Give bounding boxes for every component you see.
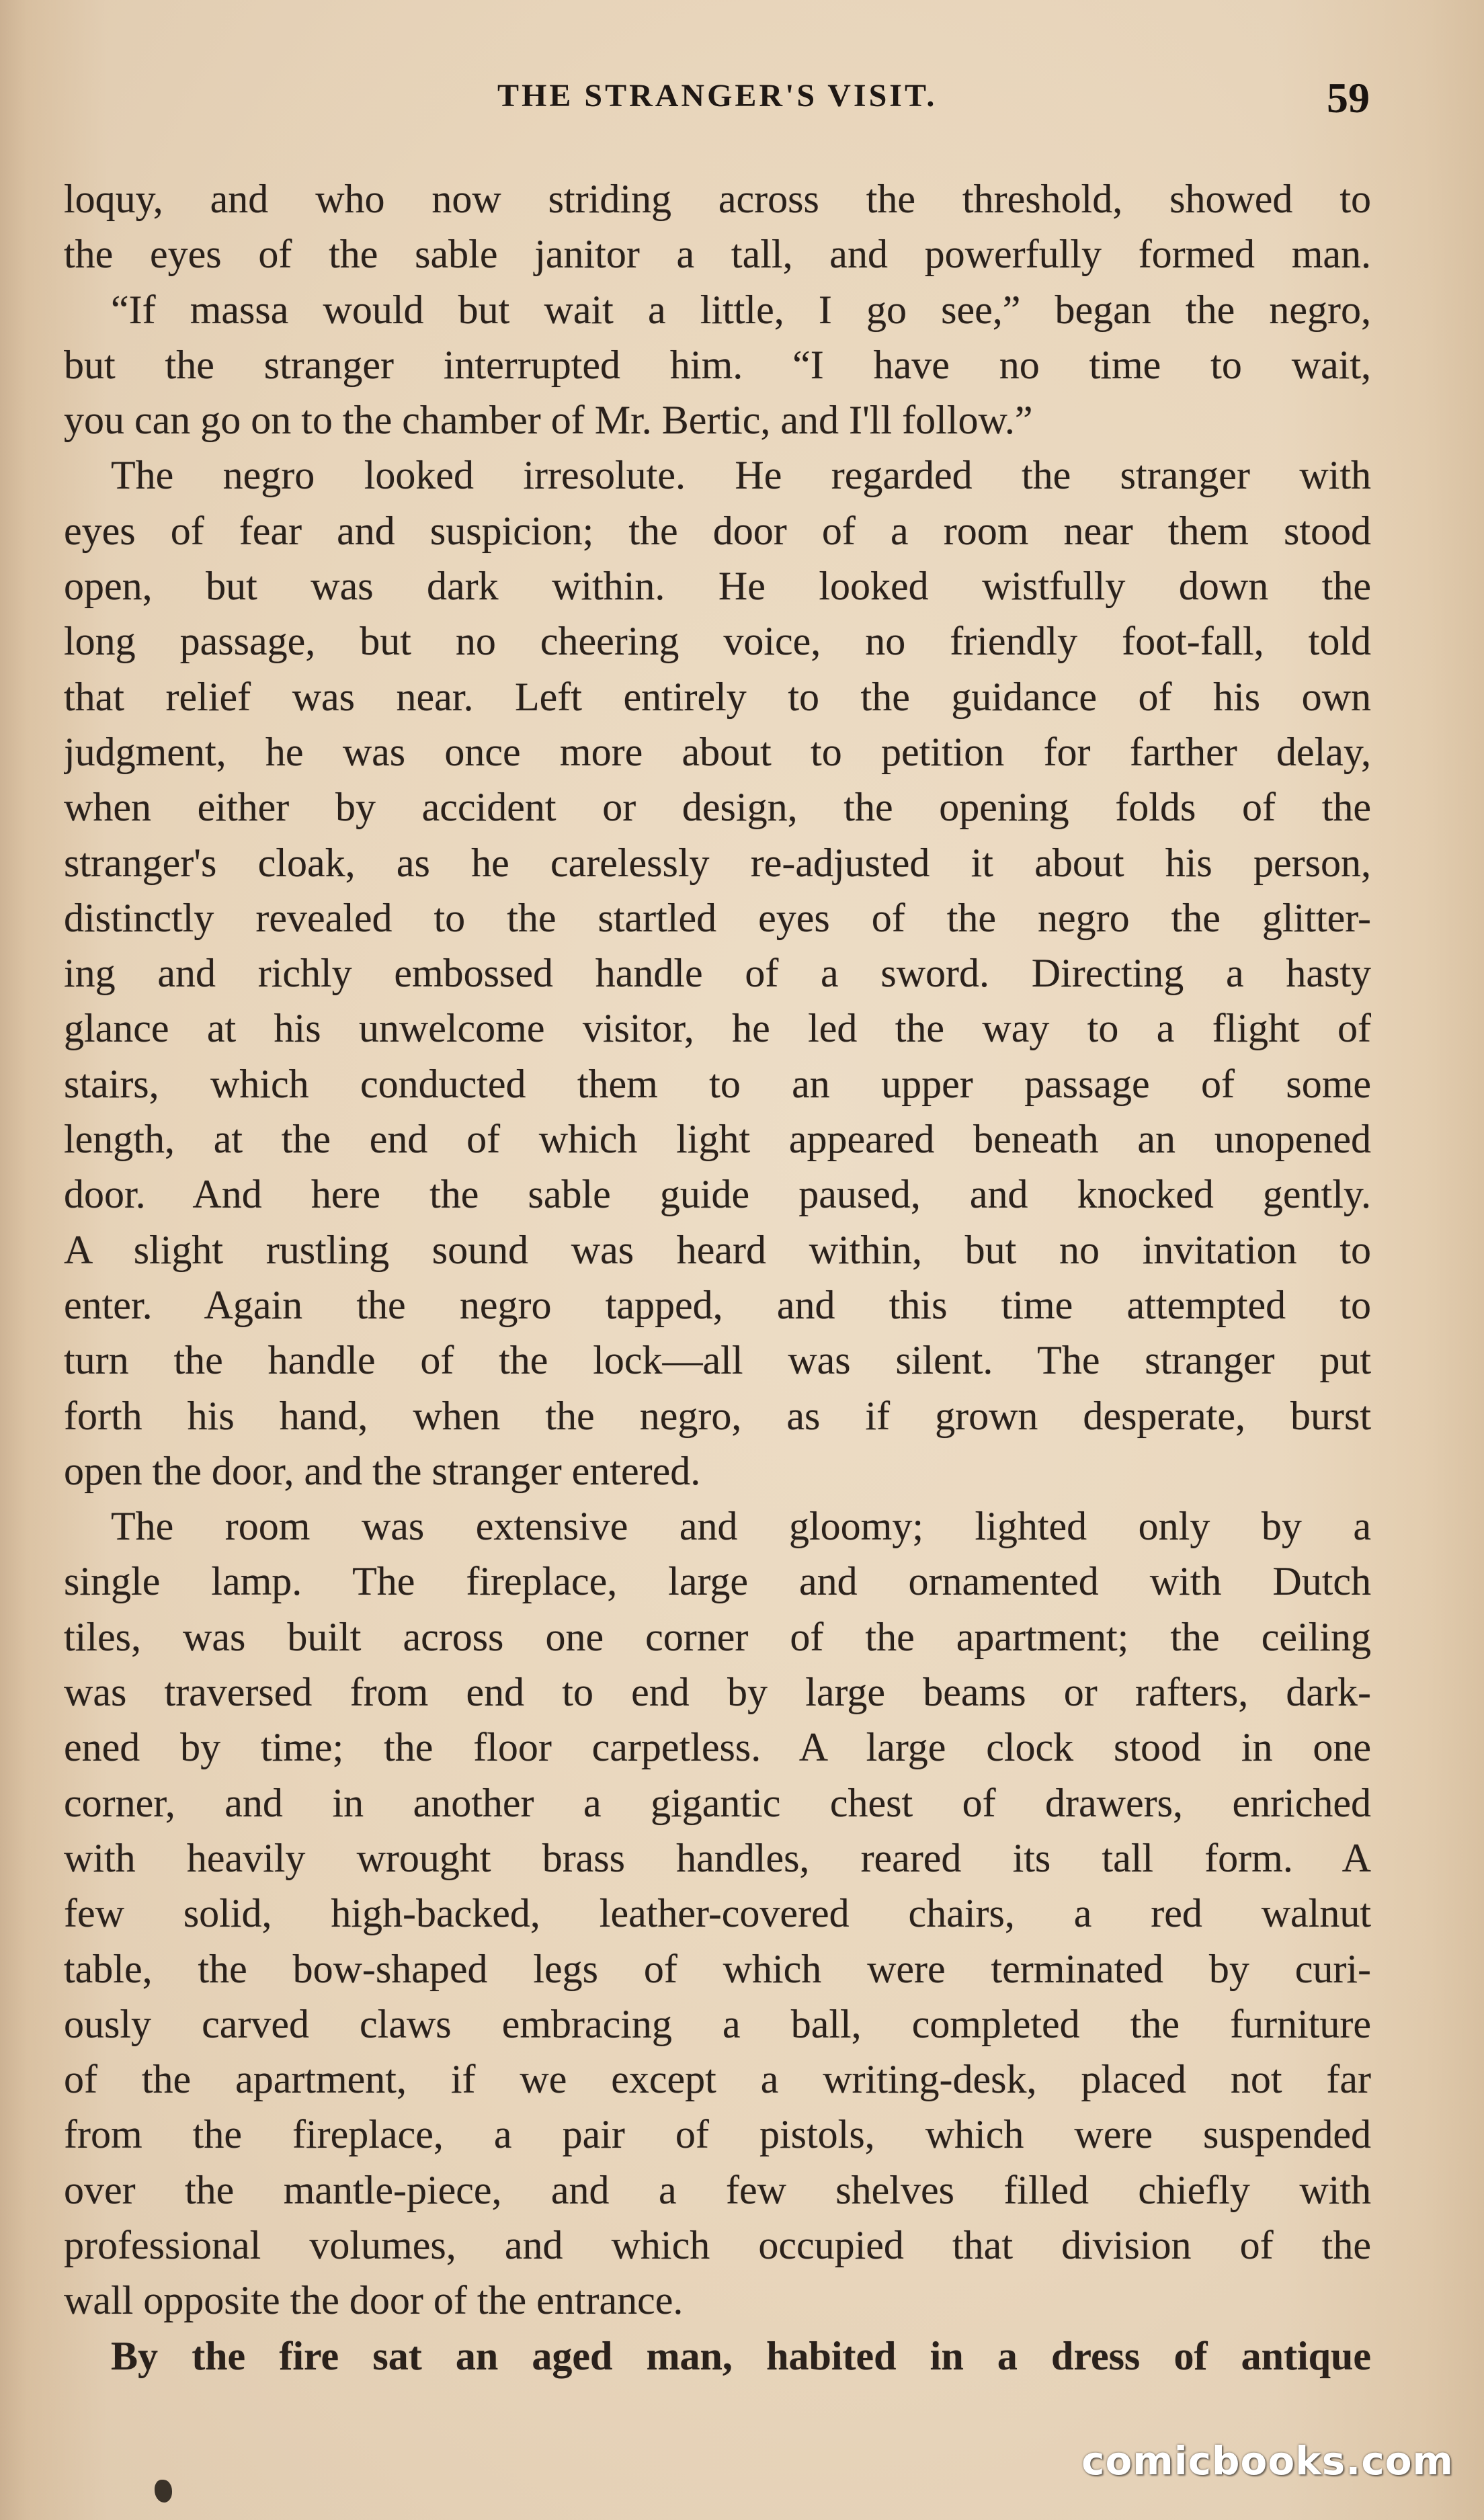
text-line: glance at his unwelcome visitor, he led the way to a flight of — [64, 1006, 1371, 1051]
text-line: stairs, which conducted them to an upper passage of some — [64, 1061, 1371, 1106]
text-line: eyes of fear and suspicion; the door of a room near them stood — [64, 508, 1371, 553]
text-line: when either by accident or design, the opening folds of the — [64, 785, 1371, 830]
text-line: the eyes of the sable janitor a tall, and powerfully formed man. — [64, 232, 1371, 277]
text-line: ened by time; the floor carpetless. A large clock stood in one — [64, 1725, 1371, 1770]
text-line: over the mantle-piece, and a few shelves filled chiefly with — [64, 2167, 1371, 2212]
text-line: open, but was dark within. He looked wistfully down the — [64, 564, 1371, 609]
site-watermark: comicbooks.com — [1081, 2438, 1454, 2484]
text-line: professional volumes, and which occupied that division of the — [64, 2222, 1371, 2267]
text-line: A slight rustling sound was heard within, but no invitation to — [64, 1227, 1371, 1272]
page-number: 59 — [1327, 74, 1370, 122]
text-line: of the apartment, if we except a writing-desk, placed not far — [64, 2057, 1371, 2102]
text-line: “If massa would but wait a little, I go see,” began the negro, — [111, 287, 1371, 332]
running-title: THE STRANGER'S VISIT. — [497, 78, 938, 114]
text-line: ing and richly embossed handle of a sword. Directing a hasty — [64, 951, 1371, 996]
text-line: long passage, but no cheering voice, no friendly foot-fall, told — [64, 619, 1371, 664]
text-line: wall opposite the door of the entrance. — [64, 2278, 684, 2323]
text-line: length, at the end of which light appeared beneath an unopened — [64, 1117, 1371, 1162]
text-line: loquy, and who now striding across the threshold, showed to — [64, 177, 1371, 221]
text-line: The room was extensive and gloomy; lighted only by a — [111, 1504, 1371, 1549]
text-line: stranger's cloak, as he carelessly re-adjusted it about his person, — [64, 840, 1371, 885]
text-line: open the door, and the stranger entered. — [64, 1448, 701, 1493]
text-line: you can go on to the chamber of Mr. Bertic, and I'll follow.” — [64, 398, 1033, 443]
text-line: corner, and in another a gigantic chest of drawers, enriched — [64, 1780, 1371, 1825]
text-line: By the fire sat an aged man, habited in a dress of antique — [111, 2333, 1371, 2378]
text-line: table, the bow-shaped legs of which were terminated by curi- — [64, 1946, 1371, 1991]
body-text — [64, 171, 1371, 2384]
ink-smudge — [155, 2480, 172, 2503]
text-line: distinctly revealed to the startled eyes of the negro the glitter- — [64, 895, 1371, 940]
text-line: ously carved claws embracing a ball, completed the furniture — [64, 2001, 1371, 2046]
page-header — [0, 71, 1484, 131]
text-line: but the stranger interrupted him. “I have no time to wait, — [64, 342, 1371, 387]
text-line: turn the handle of the lock—all was silent. The stranger put — [64, 1338, 1371, 1383]
text-line: single lamp. The fireplace, large and ornamented with Dutch — [64, 1559, 1371, 1604]
text-line: few solid, high-backed, leather-covered chairs, a red walnut — [64, 1891, 1371, 1936]
text-line: with heavily wrought brass handles, reared its tall form. A — [64, 1835, 1371, 1880]
text-line: door. And here the sable guide paused, and knocked gently. — [64, 1172, 1371, 1217]
text-line: from the fireplace, a pair of pistols, which were suspended — [64, 2112, 1371, 2157]
text-line: enter. Again the negro tapped, and this time attempted to — [64, 1282, 1371, 1327]
text-line: that relief was near. Left entirely to the guidance of his own — [64, 674, 1371, 719]
text-line: forth his hand, when the negro, as if grown desperate, burst — [64, 1393, 1371, 1438]
text-line: judgment, he was once more about to petition for farther delay, — [64, 729, 1371, 774]
text-line: The negro looked irresolute. He regarded the stranger with — [111, 453, 1371, 498]
text-line: was traversed from end to end by large beams or rafters, dark- — [64, 1670, 1371, 1715]
text-line: tiles, was built across one corner of the apartment; the ceiling — [64, 1614, 1371, 1659]
